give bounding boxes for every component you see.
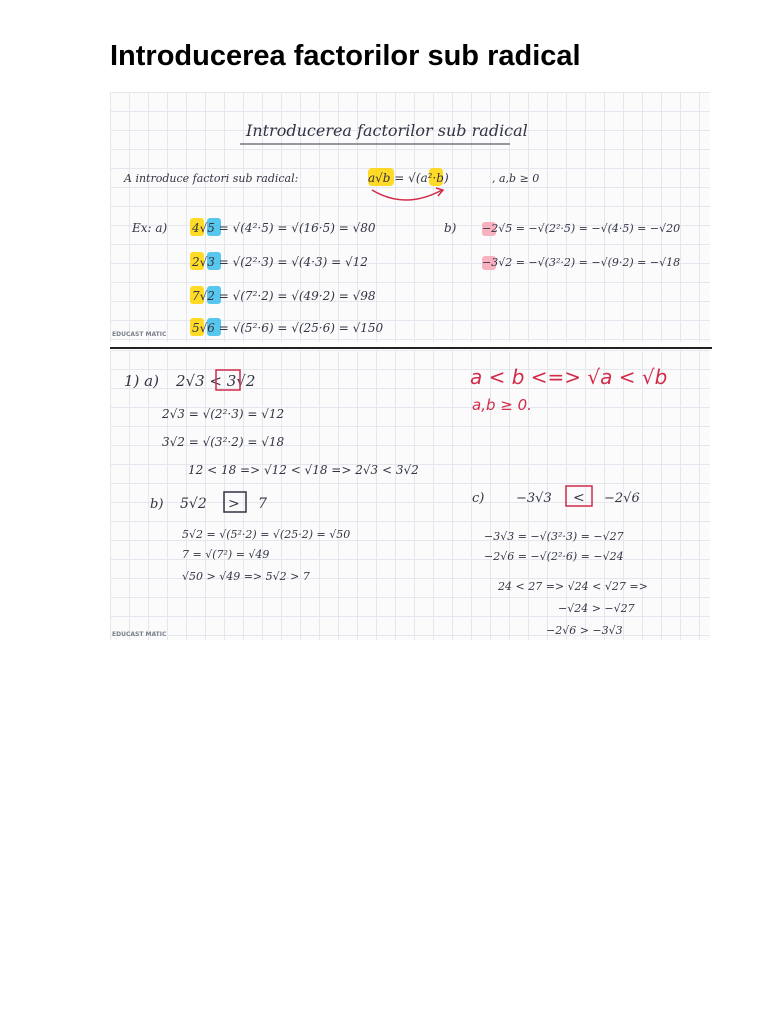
comparison-rule-condition: a,b ≥ 0. bbox=[472, 396, 532, 414]
part-b-right: 7 bbox=[258, 496, 267, 512]
lesson-slide-comparison bbox=[110, 350, 710, 640]
part-b-left: 5√2 bbox=[180, 496, 207, 512]
part-c-step: 24 < 27 => √24 < √27 => bbox=[498, 580, 648, 593]
part-c-left: −3√3 bbox=[516, 491, 552, 506]
slide-heading: Introducerea factorilor sub radical bbox=[246, 121, 528, 140]
example-a-line: 7√2 = √(7²·2) = √(49·2) = √98 bbox=[192, 289, 376, 303]
part-a-step: 2√3 = √(2²·3) = √12 bbox=[162, 407, 285, 421]
example-label: Ex: a) bbox=[132, 221, 168, 235]
example-a-line: 5√6 = √(5²·6) = √(25·6) = √150 bbox=[192, 321, 384, 335]
part-b-sign: > bbox=[228, 496, 240, 512]
part-b-step: 5√2 = √(5²·2) = √(25·2) = √50 bbox=[182, 528, 351, 541]
watermark: EDUCAST MATIC bbox=[112, 331, 167, 338]
part-c-step: −2√6 = −√(2²·6) = −√24 bbox=[484, 550, 624, 563]
example-a-line: 2√3 = √(2²·3) = √(4·3) = √12 bbox=[192, 255, 368, 269]
slide-divider bbox=[110, 347, 712, 349]
rule-formula: a√b = √(a²·b) bbox=[368, 171, 449, 185]
part-a-label: 1) a) bbox=[124, 372, 159, 390]
part-b-step: 7 = √(7²) = √49 bbox=[182, 548, 270, 561]
part-b-label: b) bbox=[150, 497, 164, 512]
rule-condition: , a,b ≥ 0 bbox=[492, 172, 540, 185]
move-factor-arrow bbox=[372, 190, 442, 200]
part-a-step: 12 < 18 => √12 < √18 => 2√3 < 3√2 bbox=[188, 463, 419, 477]
part-c-sign: < bbox=[573, 490, 585, 506]
watermark: EDUCAST MATIC bbox=[112, 631, 167, 638]
example-b-line: −2√5 = −√(2²·5) = −√(4·5) = −√20 bbox=[482, 222, 681, 235]
lesson-slide-theory bbox=[110, 92, 710, 342]
part-c-step: −3√3 = −√(3²·3) = −√27 bbox=[484, 530, 624, 543]
part-b-step: √50 > √49 => 5√2 > 7 bbox=[182, 570, 310, 583]
definition-text: A introduce factori sub radical: bbox=[124, 172, 299, 185]
page-title: Introducerea factorilor sub radical bbox=[110, 40, 581, 72]
example-b-label: b) bbox=[444, 221, 457, 235]
example-a-line: 4√5 = √(4²·5) = √(16·5) = √80 bbox=[192, 221, 376, 235]
part-c-step: −√24 > −√27 bbox=[558, 602, 635, 615]
part-c-right: −2√6 bbox=[604, 491, 640, 506]
handwritten-notes-theory bbox=[110, 92, 710, 342]
part-a-comparison: 2√3 < 3√2 bbox=[176, 372, 256, 390]
handwritten-notes-comparison bbox=[110, 350, 710, 640]
part-c-step: −2√6 > −3√3 bbox=[546, 624, 623, 637]
part-c-label: c) bbox=[472, 491, 485, 506]
comparison-rule: a < b <=> √a < √b bbox=[470, 365, 668, 389]
example-b-line: −3√2 = −√(3²·2) = −√(9·2) = −√18 bbox=[482, 256, 681, 269]
part-a-step: 3√2 = √(3²·2) = √18 bbox=[162, 435, 285, 449]
